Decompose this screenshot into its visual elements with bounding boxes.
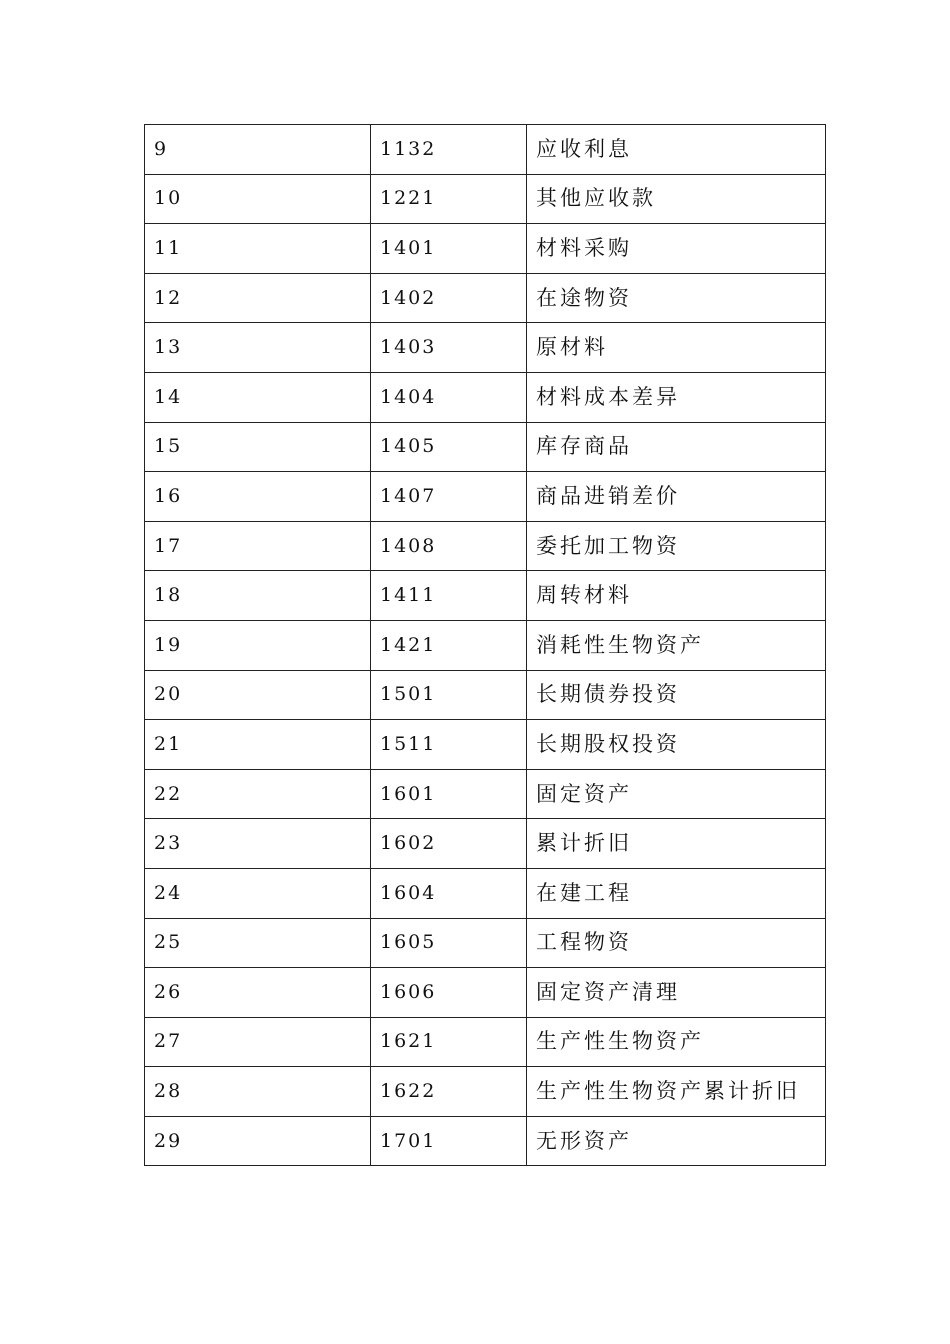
table-row xyxy=(145,819,826,869)
seq-cell: 9 xyxy=(145,125,371,175)
table-row xyxy=(145,521,826,571)
account-code-cell: 1501 xyxy=(371,670,527,720)
seq-cell: 22 xyxy=(145,769,371,819)
table-row xyxy=(145,174,826,224)
table-row xyxy=(145,422,826,472)
table-row xyxy=(145,1017,826,1067)
seq-cell: 29 xyxy=(145,1116,371,1166)
seq-cell: 26 xyxy=(145,968,371,1018)
account-name-cell: 库存商品 xyxy=(527,422,826,472)
account-name-cell: 累计折旧 xyxy=(527,819,826,869)
account-code-cell: 1601 xyxy=(371,769,527,819)
account-code-cell: 1405 xyxy=(371,422,527,472)
account-code-cell: 1421 xyxy=(371,620,527,670)
account-name-cell: 生产性生物资产累计折旧 xyxy=(527,1067,826,1117)
table-row xyxy=(145,125,826,175)
account-code-cell: 1622 xyxy=(371,1067,527,1117)
account-name-cell: 固定资产 xyxy=(527,769,826,819)
table-row xyxy=(145,868,826,918)
seq-cell: 18 xyxy=(145,571,371,621)
seq-cell: 19 xyxy=(145,620,371,670)
account-name-cell: 在建工程 xyxy=(527,868,826,918)
account-name-cell: 固定资产清理 xyxy=(527,968,826,1018)
account-code-cell: 1606 xyxy=(371,968,527,1018)
account-name-cell: 消耗性生物资产 xyxy=(527,620,826,670)
seq-cell: 10 xyxy=(145,174,371,224)
table-row xyxy=(145,472,826,522)
table-row xyxy=(145,273,826,323)
accounts-table-body xyxy=(145,125,826,1166)
account-code-cell: 1401 xyxy=(371,224,527,274)
account-name-cell: 周转材料 xyxy=(527,571,826,621)
account-code-cell: 1408 xyxy=(371,521,527,571)
table-row xyxy=(145,224,826,274)
account-code-cell: 1511 xyxy=(371,720,527,770)
seq-cell: 28 xyxy=(145,1067,371,1117)
table-row xyxy=(145,571,826,621)
seq-cell: 27 xyxy=(145,1017,371,1067)
account-name-cell: 生产性生物资产 xyxy=(527,1017,826,1067)
table-row xyxy=(145,720,826,770)
account-name-cell: 长期股权投资 xyxy=(527,720,826,770)
table-row xyxy=(145,918,826,968)
account-name-cell: 工程物资 xyxy=(527,918,826,968)
account-code-cell: 1621 xyxy=(371,1017,527,1067)
table-row xyxy=(145,372,826,422)
seq-cell: 23 xyxy=(145,819,371,869)
table-row xyxy=(145,1116,826,1166)
account-name-cell: 材料采购 xyxy=(527,224,826,274)
account-name-cell: 委托加工物资 xyxy=(527,521,826,571)
table-row xyxy=(145,769,826,819)
seq-cell: 13 xyxy=(145,323,371,373)
account-name-cell: 在途物资 xyxy=(527,273,826,323)
seq-cell: 15 xyxy=(145,422,371,472)
account-name-cell: 其他应收款 xyxy=(527,174,826,224)
account-name-cell: 长期债券投资 xyxy=(527,670,826,720)
seq-cell: 25 xyxy=(145,918,371,968)
account-name-cell: 应收利息 xyxy=(527,125,826,175)
account-code-cell: 1221 xyxy=(371,174,527,224)
table-row xyxy=(145,620,826,670)
account-code-cell: 1604 xyxy=(371,868,527,918)
account-code-cell: 1403 xyxy=(371,323,527,373)
account-name-cell: 材料成本差异 xyxy=(527,372,826,422)
account-code-cell: 1404 xyxy=(371,372,527,422)
account-code-cell: 1407 xyxy=(371,472,527,522)
accounts-table xyxy=(144,124,826,1166)
table-row xyxy=(145,670,826,720)
account-code-cell: 1132 xyxy=(371,125,527,175)
seq-cell: 11 xyxy=(145,224,371,274)
account-code-cell: 1402 xyxy=(371,273,527,323)
account-name-cell: 商品进销差价 xyxy=(527,472,826,522)
table-row xyxy=(145,968,826,1018)
table-row xyxy=(145,323,826,373)
account-code-cell: 1605 xyxy=(371,918,527,968)
account-code-cell: 1602 xyxy=(371,819,527,869)
seq-cell: 24 xyxy=(145,868,371,918)
account-name-cell: 原材料 xyxy=(527,323,826,373)
account-code-cell: 1411 xyxy=(371,571,527,621)
seq-cell: 21 xyxy=(145,720,371,770)
account-code-cell: 1701 xyxy=(371,1116,527,1166)
seq-cell: 16 xyxy=(145,472,371,522)
account-name-cell: 无形资产 xyxy=(527,1116,826,1166)
seq-cell: 20 xyxy=(145,670,371,720)
table-row xyxy=(145,1067,826,1117)
seq-cell: 12 xyxy=(145,273,371,323)
seq-cell: 17 xyxy=(145,521,371,571)
seq-cell: 14 xyxy=(145,372,371,422)
